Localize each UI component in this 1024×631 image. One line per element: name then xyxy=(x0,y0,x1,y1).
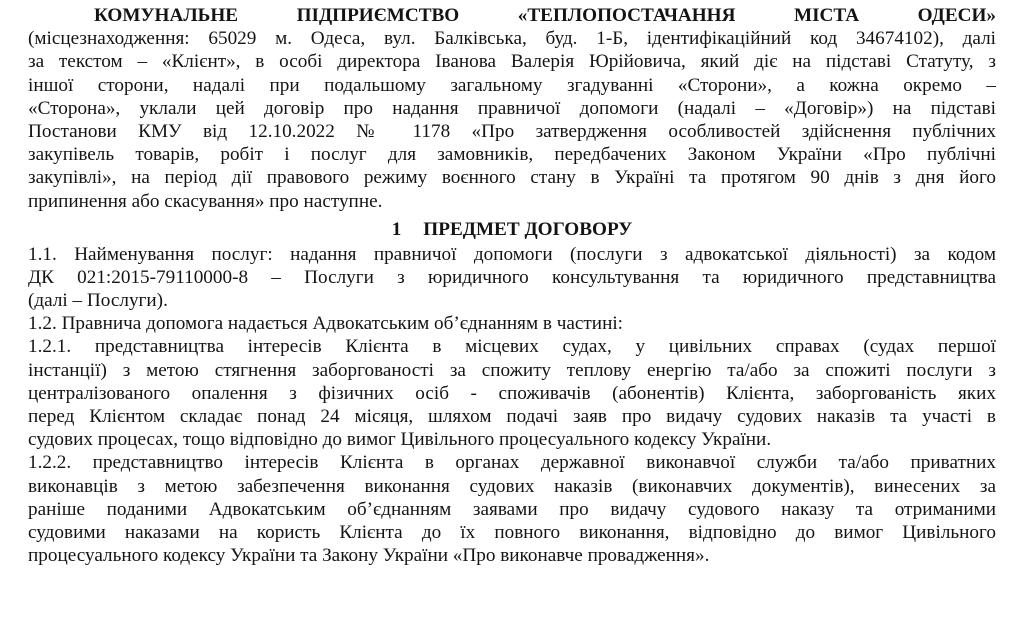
intro-line: Постанови КМУ від 12.10.2022 № 1178 «Про затвердження особливостей здійснення публічних xyxy=(28,120,996,142)
clause-line: раніше поданими Адвокатським об’єднанням заявами про видачу судового наказу та отриманими xyxy=(28,498,996,520)
section-heading xyxy=(28,216,996,243)
clause-1-2-1 xyxy=(28,335,996,451)
clause-line: (далі – Послуги). xyxy=(28,290,168,312)
clause-line: судовими наказами на користь Клієнта до їх повного виконання, відповідно до вимог Цивільного xyxy=(28,521,996,543)
clause-line: інстанції) з метою стягнення заборгованості за спожиту теплову енергію та/або за спожиті послуги з xyxy=(28,359,996,381)
clause-line: 1.2. Правнича допомога надається Адвокатським об’єднанням в частині: xyxy=(28,313,624,335)
clause-line: 1.1. Найменування послуг: надання правничої допомоги (послуги з адвокатської діяльності) за кодом xyxy=(28,243,996,265)
clause-line: перед Клієнтом складає понад 24 місяця, шляхом подачі заяв про видачу судових наказів та участі в xyxy=(28,406,996,427)
clause-line: ДК 021:2015-79110000-8 – Послуги з юридичного консультування та юридичного представництва xyxy=(28,266,996,288)
intro-line: закупівель товарів, робіт і послуг для замовників, передбачених Законом України «Про публічні xyxy=(28,144,996,166)
section-number: 1 xyxy=(391,218,402,240)
clause-1-2 xyxy=(28,312,996,335)
intro-line: іншої сторони, надалі при подальшому загальному згадуванні «Сторони», а кожна окремо – xyxy=(28,74,996,96)
clause-line: процесуального кодексу України та Закону України «Про виконавче провадження». xyxy=(28,545,710,567)
party-name-title: КОМУНАЛЬНЕ ПІДПРИЄМСТВО «ТЕПЛОПОСТАЧАННЯ МІСТА ОДЕСИ» xyxy=(94,5,996,26)
clause-line: виконавців з метою забезпечення виконання судових наказів (виконавчих документів), винесених за xyxy=(28,475,996,497)
intro-line: припинення або скасування» про наступне. xyxy=(28,190,383,212)
clause-line: 1.2.1. представництва інтересів Клієнта в місцевих судах, у цивільних справах (судах першої xyxy=(28,336,996,358)
section-title: ПРЕДМЕТ ДОГОВОРУ xyxy=(423,218,633,240)
clause-1-1 xyxy=(28,243,996,313)
clause-line: судових процесах, тощо відповідно до вимог Цивільного процесуального кодексу України. xyxy=(28,429,772,451)
intro-line: за текстом – «Клієнт», в особі директора Іванова Валерія Юрійовича, який діє на підставі Статуту, з xyxy=(28,51,996,73)
intro-line: (місцезнаходження: 65029 м. Одеса, вул. Балківська, буд. 1-Б, ідентифікаційний код 34674102), далі xyxy=(28,28,996,50)
intro-paragraph xyxy=(28,4,996,213)
clause-1-2-2 xyxy=(28,451,996,567)
clause-line: 1.2.2. представництво інтересів Клієнта в органах державної виконавчої служби та/або приватних xyxy=(28,452,996,474)
intro-line: «Сторона», уклали цей договір про надання правничої допомоги (надалі – «Договір») на підставі xyxy=(28,97,996,119)
clause-line: централізованого опалення з фізичних осіб - споживачів (абонентів) Клієнта, заборгованість яких xyxy=(28,382,996,404)
intro-line: закупівлі», на період дії правового режиму воєнного стану в Україні та протягом 90 днів з дня його xyxy=(28,167,996,189)
